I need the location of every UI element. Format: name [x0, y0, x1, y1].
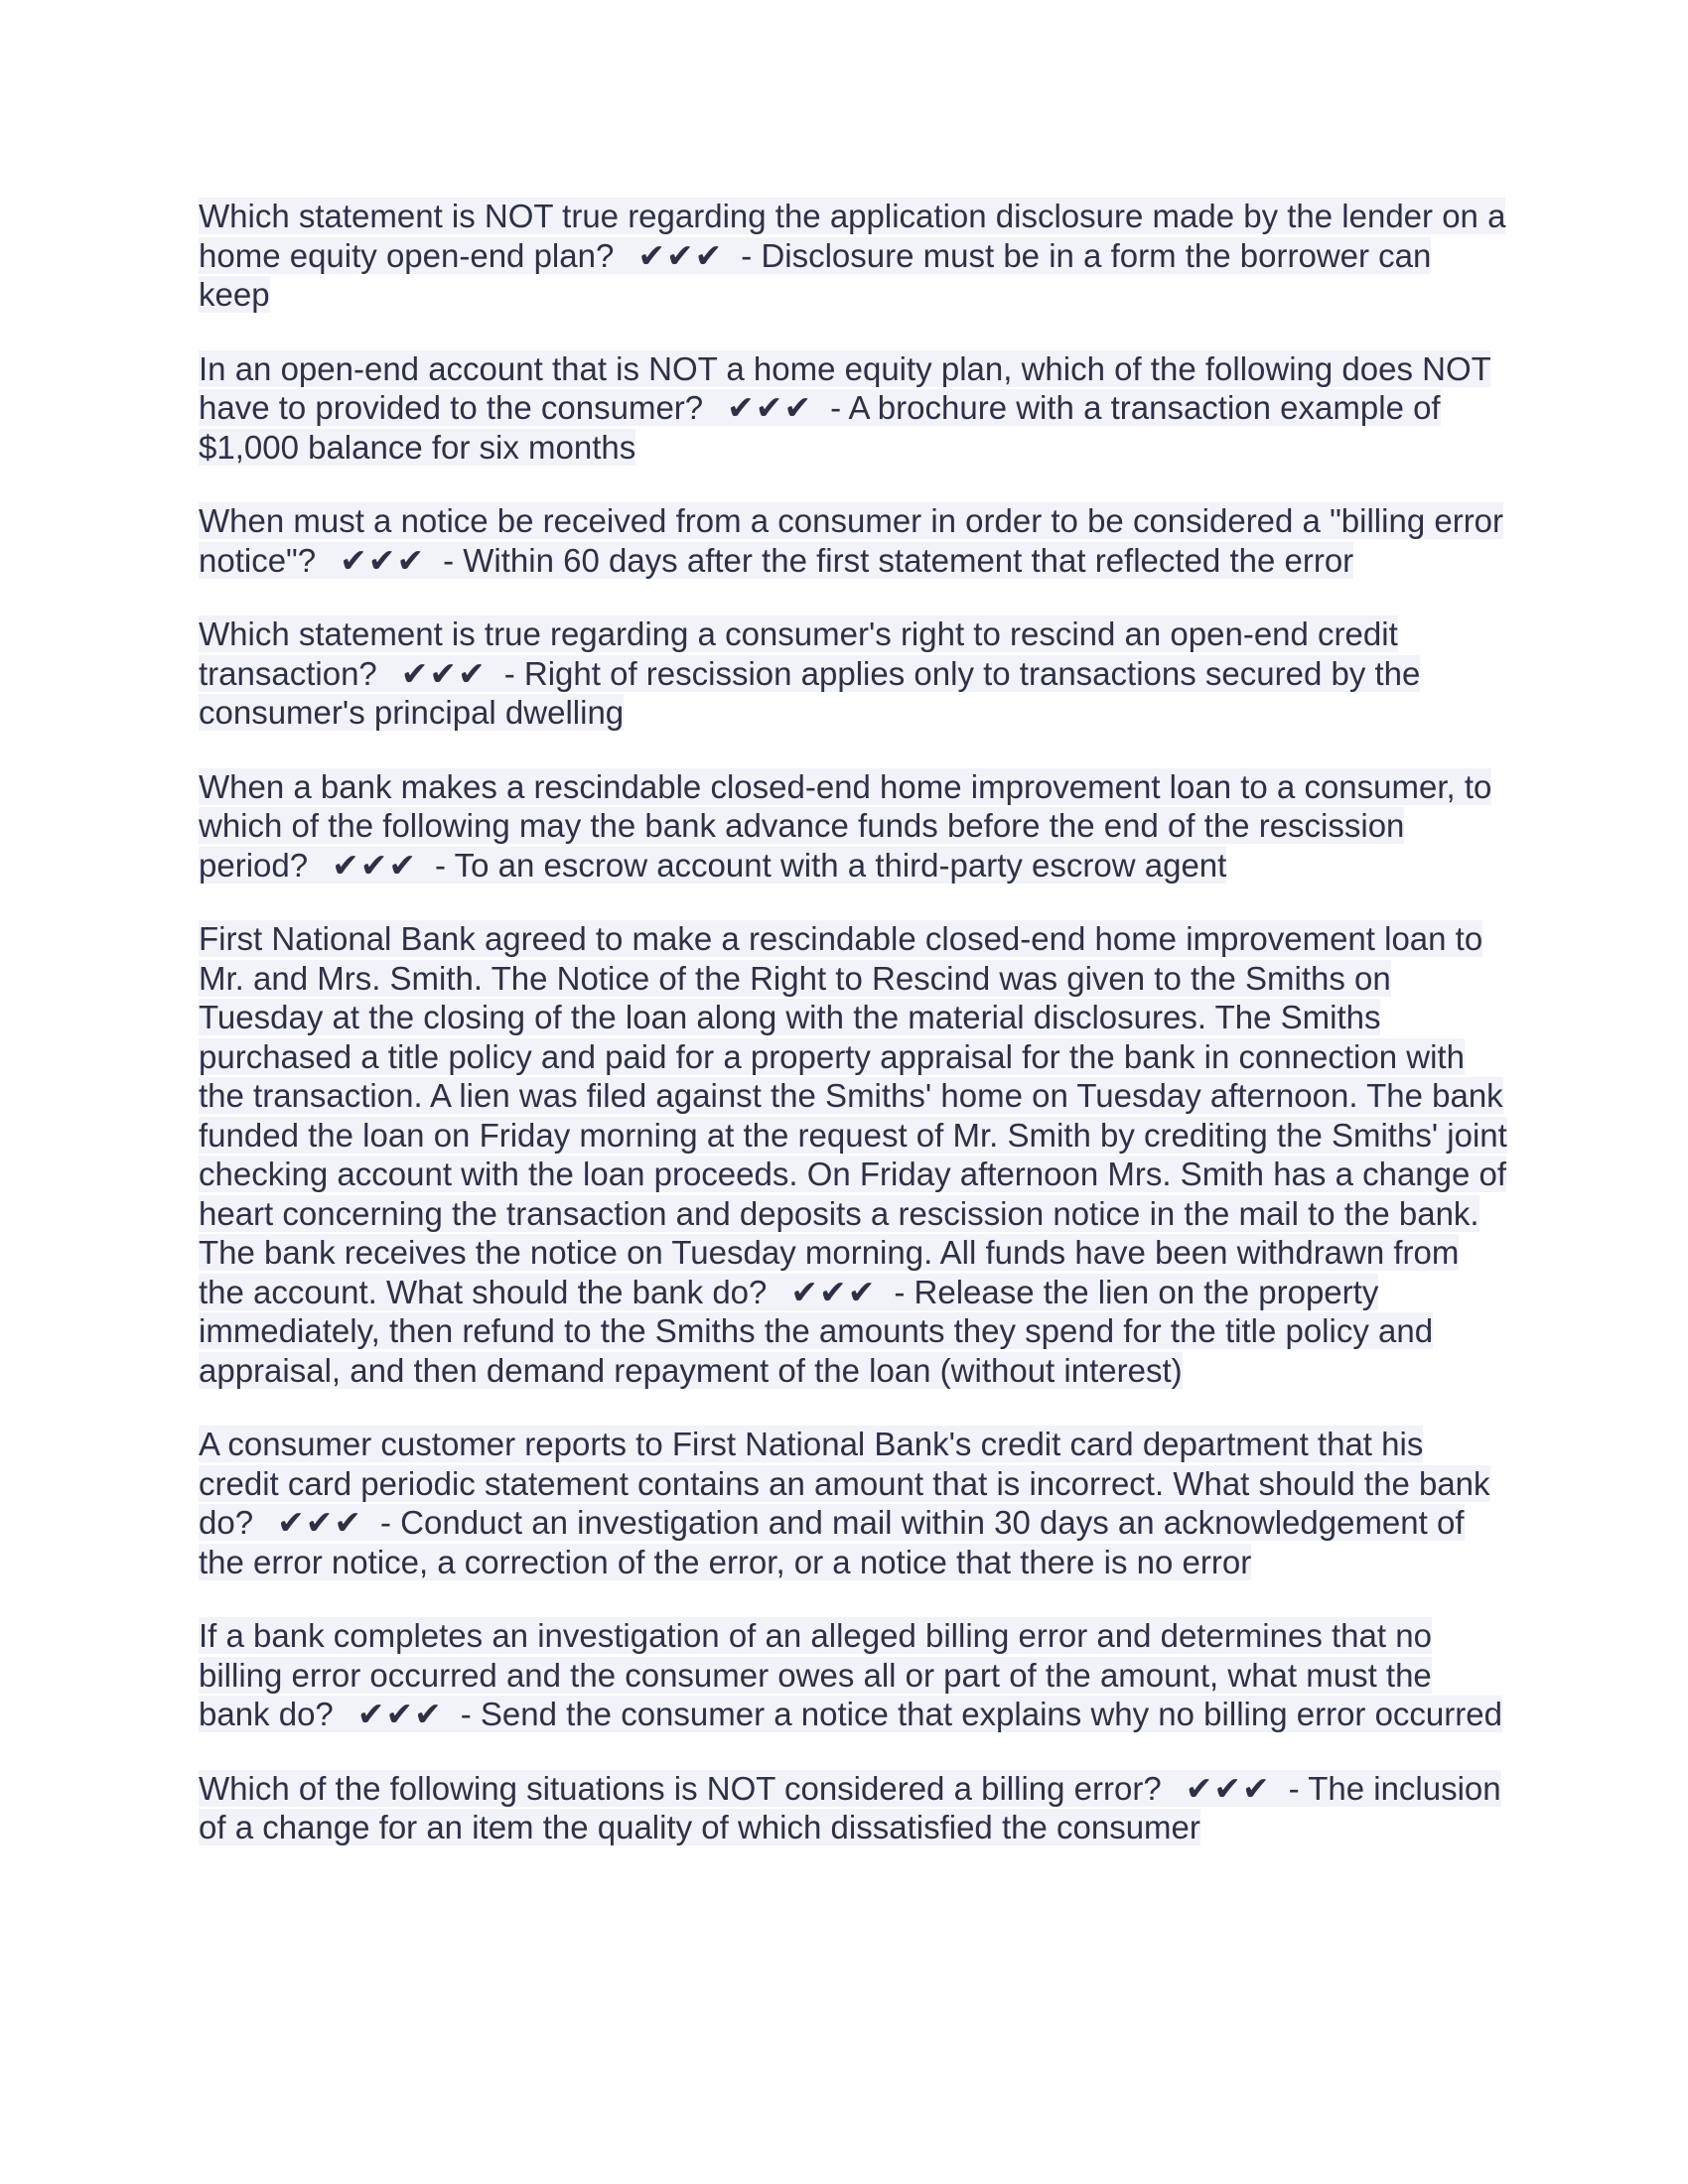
triple-check-icon: ✔✔✔ — [400, 653, 487, 693]
answer-text: - Disclosure must be in a form the borrower can keep — [199, 236, 1432, 313]
triple-check-icon: ✔✔✔ — [637, 235, 724, 275]
answer-text: - Right of rescission applies only to transactions secured by the consumer's principal dwelling — [199, 654, 1421, 731]
answer-text: - Send the consumer a notice that explains why no billing error occurred — [460, 1696, 1502, 1732]
qa-item — [199, 614, 1509, 733]
question-text: A consumer customer reports to First National Bank's credit card department that his credit card periodic statement contains an amount that is incorrect. What should the bank do? — [199, 1426, 1490, 1541]
qa-item — [199, 349, 1509, 468]
question-text: In an open-end account that is NOT a home equity plan, which of the following does NOT have to provided to the consumer? — [199, 349, 1491, 426]
qa-item — [199, 1616, 1509, 1734]
triple-check-icon: ✔✔✔ — [277, 1503, 363, 1542]
question-text: Which of the following situations is NOT considered a billing error? — [199, 1769, 1162, 1807]
triple-check-icon: ✔✔✔ — [356, 1695, 443, 1733]
question-text: When must a notice be received from a consumer in order to be considered a "billing error notice"? — [199, 502, 1504, 579]
qa-list — [199, 197, 1509, 1882]
answer-text: - To an escrow account with a third-party escrow agent — [435, 846, 1227, 884]
triple-check-icon: ✔✔✔ — [727, 388, 813, 427]
qa-item — [199, 1769, 1509, 1847]
question-text: Which statement is NOT true regarding the application disclosure made by the lender on a home equity open-end plan? — [199, 198, 1506, 274]
answer-text: - Within 60 days after the first statement that reflected the error — [443, 541, 1354, 579]
triple-check-icon: ✔✔✔ — [332, 845, 418, 885]
qa-item — [199, 197, 1509, 315]
question-text: When a bank makes a rescindable closed-end home improvement loan to a consumer, to which of the following may the bank advance funds before the end of the rescission period? — [199, 767, 1492, 884]
question-text: If a bank completes an investigation of an alleged billing error and determines that no billing error occurred and the consumer owes all or part of the amount, what must the bank do? — [199, 1617, 1432, 1732]
triple-check-icon: ✔✔✔ — [1185, 1768, 1271, 1808]
triple-check-icon: ✔✔✔ — [790, 1272, 877, 1311]
triple-check-icon: ✔✔✔ — [340, 540, 426, 580]
answer-text: - A brochure with a transaction example of $1,000 balance for six months — [199, 389, 1441, 466]
answer-text: - Conduct an investigation and mail within 30 days an acknowledgement of the error notice, a correction of the error, or a notice that there is no error — [199, 1504, 1465, 1580]
qa-item — [199, 919, 1509, 1390]
qa-item — [199, 501, 1509, 580]
qa-item — [199, 767, 1509, 886]
question-text: Which statement is true regarding a consumer's right to rescind an open-end credit transaction? — [199, 615, 1398, 692]
answer-text: - Release the lien on the property immediately, then refund to the Smiths the amounts they spend for the title policy and appraisal, and then demand repayment of the loan (without interest) — [199, 1273, 1434, 1389]
answer-text: - The inclusion of a change for an item the quality of which dissatisfied the consumer — [199, 1769, 1501, 1845]
question-text: First National Bank agreed to make a rescindable closed-end home improvement loan to Mr. and Mrs. Smith. The Notice of the Right to Rescind was given to the Smiths on Tuesday at the closing of the loan along with the material disclosures. The Smiths purchased a title policy and paid for a property appraisal for the bank in connection with the transaction. A lien was filed against the Smiths' home on Tuesday afternoon. The bank funded the loan on Friday morning at the request of Mr. Smith by crediting the Smiths' joint checking account with the loan proceeds. On Friday afternoon Mrs. Smith has a change of heart concerning the transaction and deposits a rescission notice in the mail to the bank. The bank receives the notice on Tuesday morning. All funds have been withdrawn from the account. What should the bank do? — [199, 920, 1507, 1310]
qa-item — [199, 1425, 1509, 1581]
